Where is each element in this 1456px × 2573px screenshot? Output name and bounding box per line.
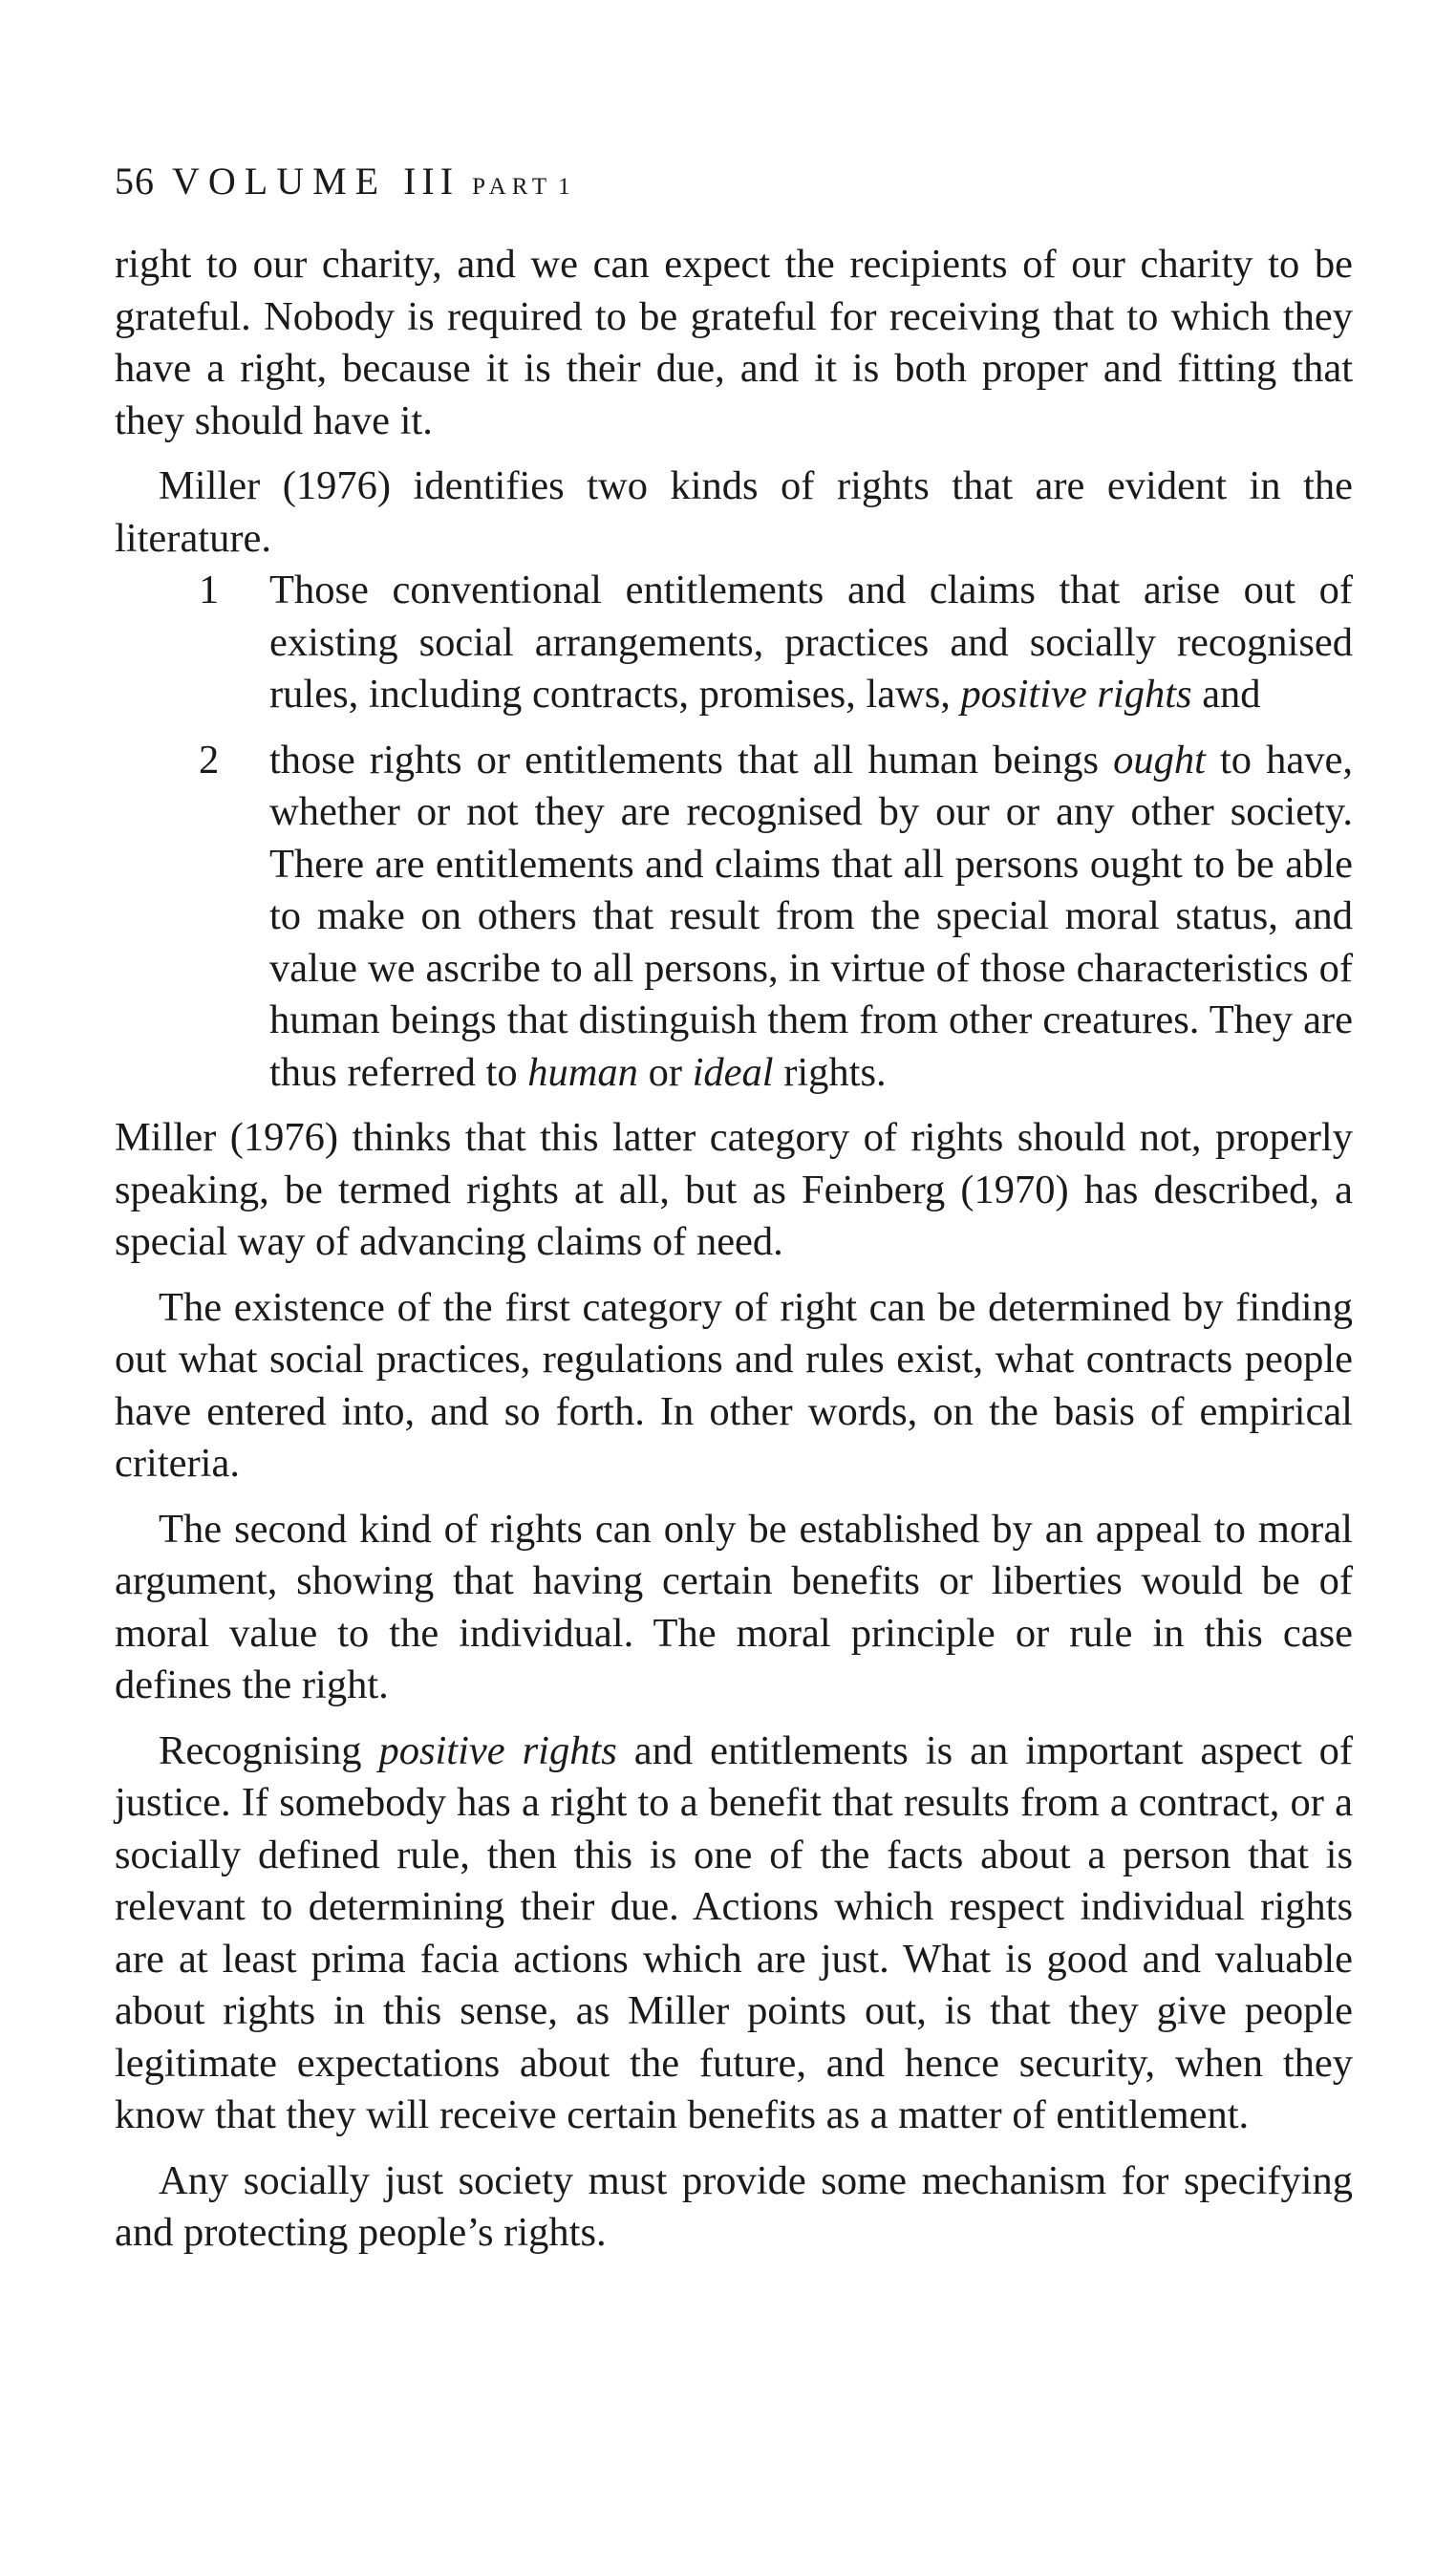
list-item-text: and	[1191, 672, 1261, 717]
volume-number: III	[403, 160, 460, 203]
paragraph-miller-latter: Miller (1976) thinks that this latter category of rights should not, properly speaking, be termed rights at all, but as Feinberg (1970) has described, a special way of advancing claims of need.	[115, 1115, 1353, 1264]
list-item-number: 2	[199, 737, 220, 783]
paragraph-second-kind: The second kind of rights can only be established by an appeal to moral argument, showing that having certain benefits or liberties would be of moral value to the individual. The moral principle or rule in this case defines the right.	[115, 1506, 1353, 1707]
list-item-text: Those conventional entitlements and claims that arise out of existing social arrangements, practices and socially recognised rules, including contracts, promises, laws,	[269, 568, 1353, 717]
list-item-text: those rights or entitlements that all human beings	[269, 737, 1114, 783]
page-number: 56	[115, 160, 155, 203]
list-item	[199, 735, 1353, 1100]
paragraph-emphasis: positive rights	[378, 1727, 617, 1773]
part-number: 1	[558, 174, 571, 200]
running-header	[115, 162, 1353, 201]
list-item-text: rights.	[773, 1049, 887, 1095]
paragraph-recognising	[115, 1726, 1353, 2142]
list-item-number: 1	[199, 568, 220, 612]
list-item-text: or	[637, 1049, 693, 1095]
list-item-emphasis: ideal	[692, 1049, 774, 1095]
paragraph-miller-intro: Miller (1976) identifies two kinds of rights that are evident in the literature.	[115, 463, 1353, 561]
list-item-text: to have, whether or not they are recognised by our or any other society. There are entitlements and claims that all persons ought to be able to make on others that result from the special moral status, and value we ascribe to all persons, in virtue of those characteristics of human beings that distinguish them from other creatures. They are thus referred to	[269, 737, 1353, 1095]
paragraph-text: Recognising	[159, 1727, 379, 1773]
book-page	[115, 162, 1353, 2260]
list-item-emphasis: human	[527, 1049, 638, 1095]
paragraph-text: and entitlements is an important aspect of justice. If somebody has a right to a benefit that results from a contract, or a socially defined rule, then this is one of the facts about a person that is relevant to determining their due. Actions which respect individual rights are at least prima facia actions which are just. What is good and valuable about rights in this sense, as Miller points out, is that they give people legitimate expectations about the future, and hence security, when they know that they will receive certain benefits as a matter of entitlement.	[115, 1727, 1353, 2137]
paragraph-first-category: The existence of the first category of right can be determined by finding out what social practices, regulations and rules exist, what contracts people have entered into, and so forth. In other words, on the basis of empirical criteria.	[115, 1284, 1353, 1486]
list-item-emphasis: positive rights	[960, 672, 1192, 717]
rights-list	[115, 565, 1353, 1099]
volume-label: VOLUME	[172, 160, 388, 203]
paragraph-just-society: Any socially just society must provide some mechanism for specifying and protecting people’s rights.	[115, 2157, 1353, 2255]
paragraph-charity: right to our charity, and we can expect the recipients of our charity to be grateful. Nobody is required to be grateful for receiving that to which they have a right, because it is their due, and it is both proper and fitting that they should have it.	[115, 242, 1353, 443]
list-item	[199, 565, 1353, 721]
list-item-emphasis: ought	[1113, 737, 1206, 783]
part-label: PART	[472, 174, 553, 200]
